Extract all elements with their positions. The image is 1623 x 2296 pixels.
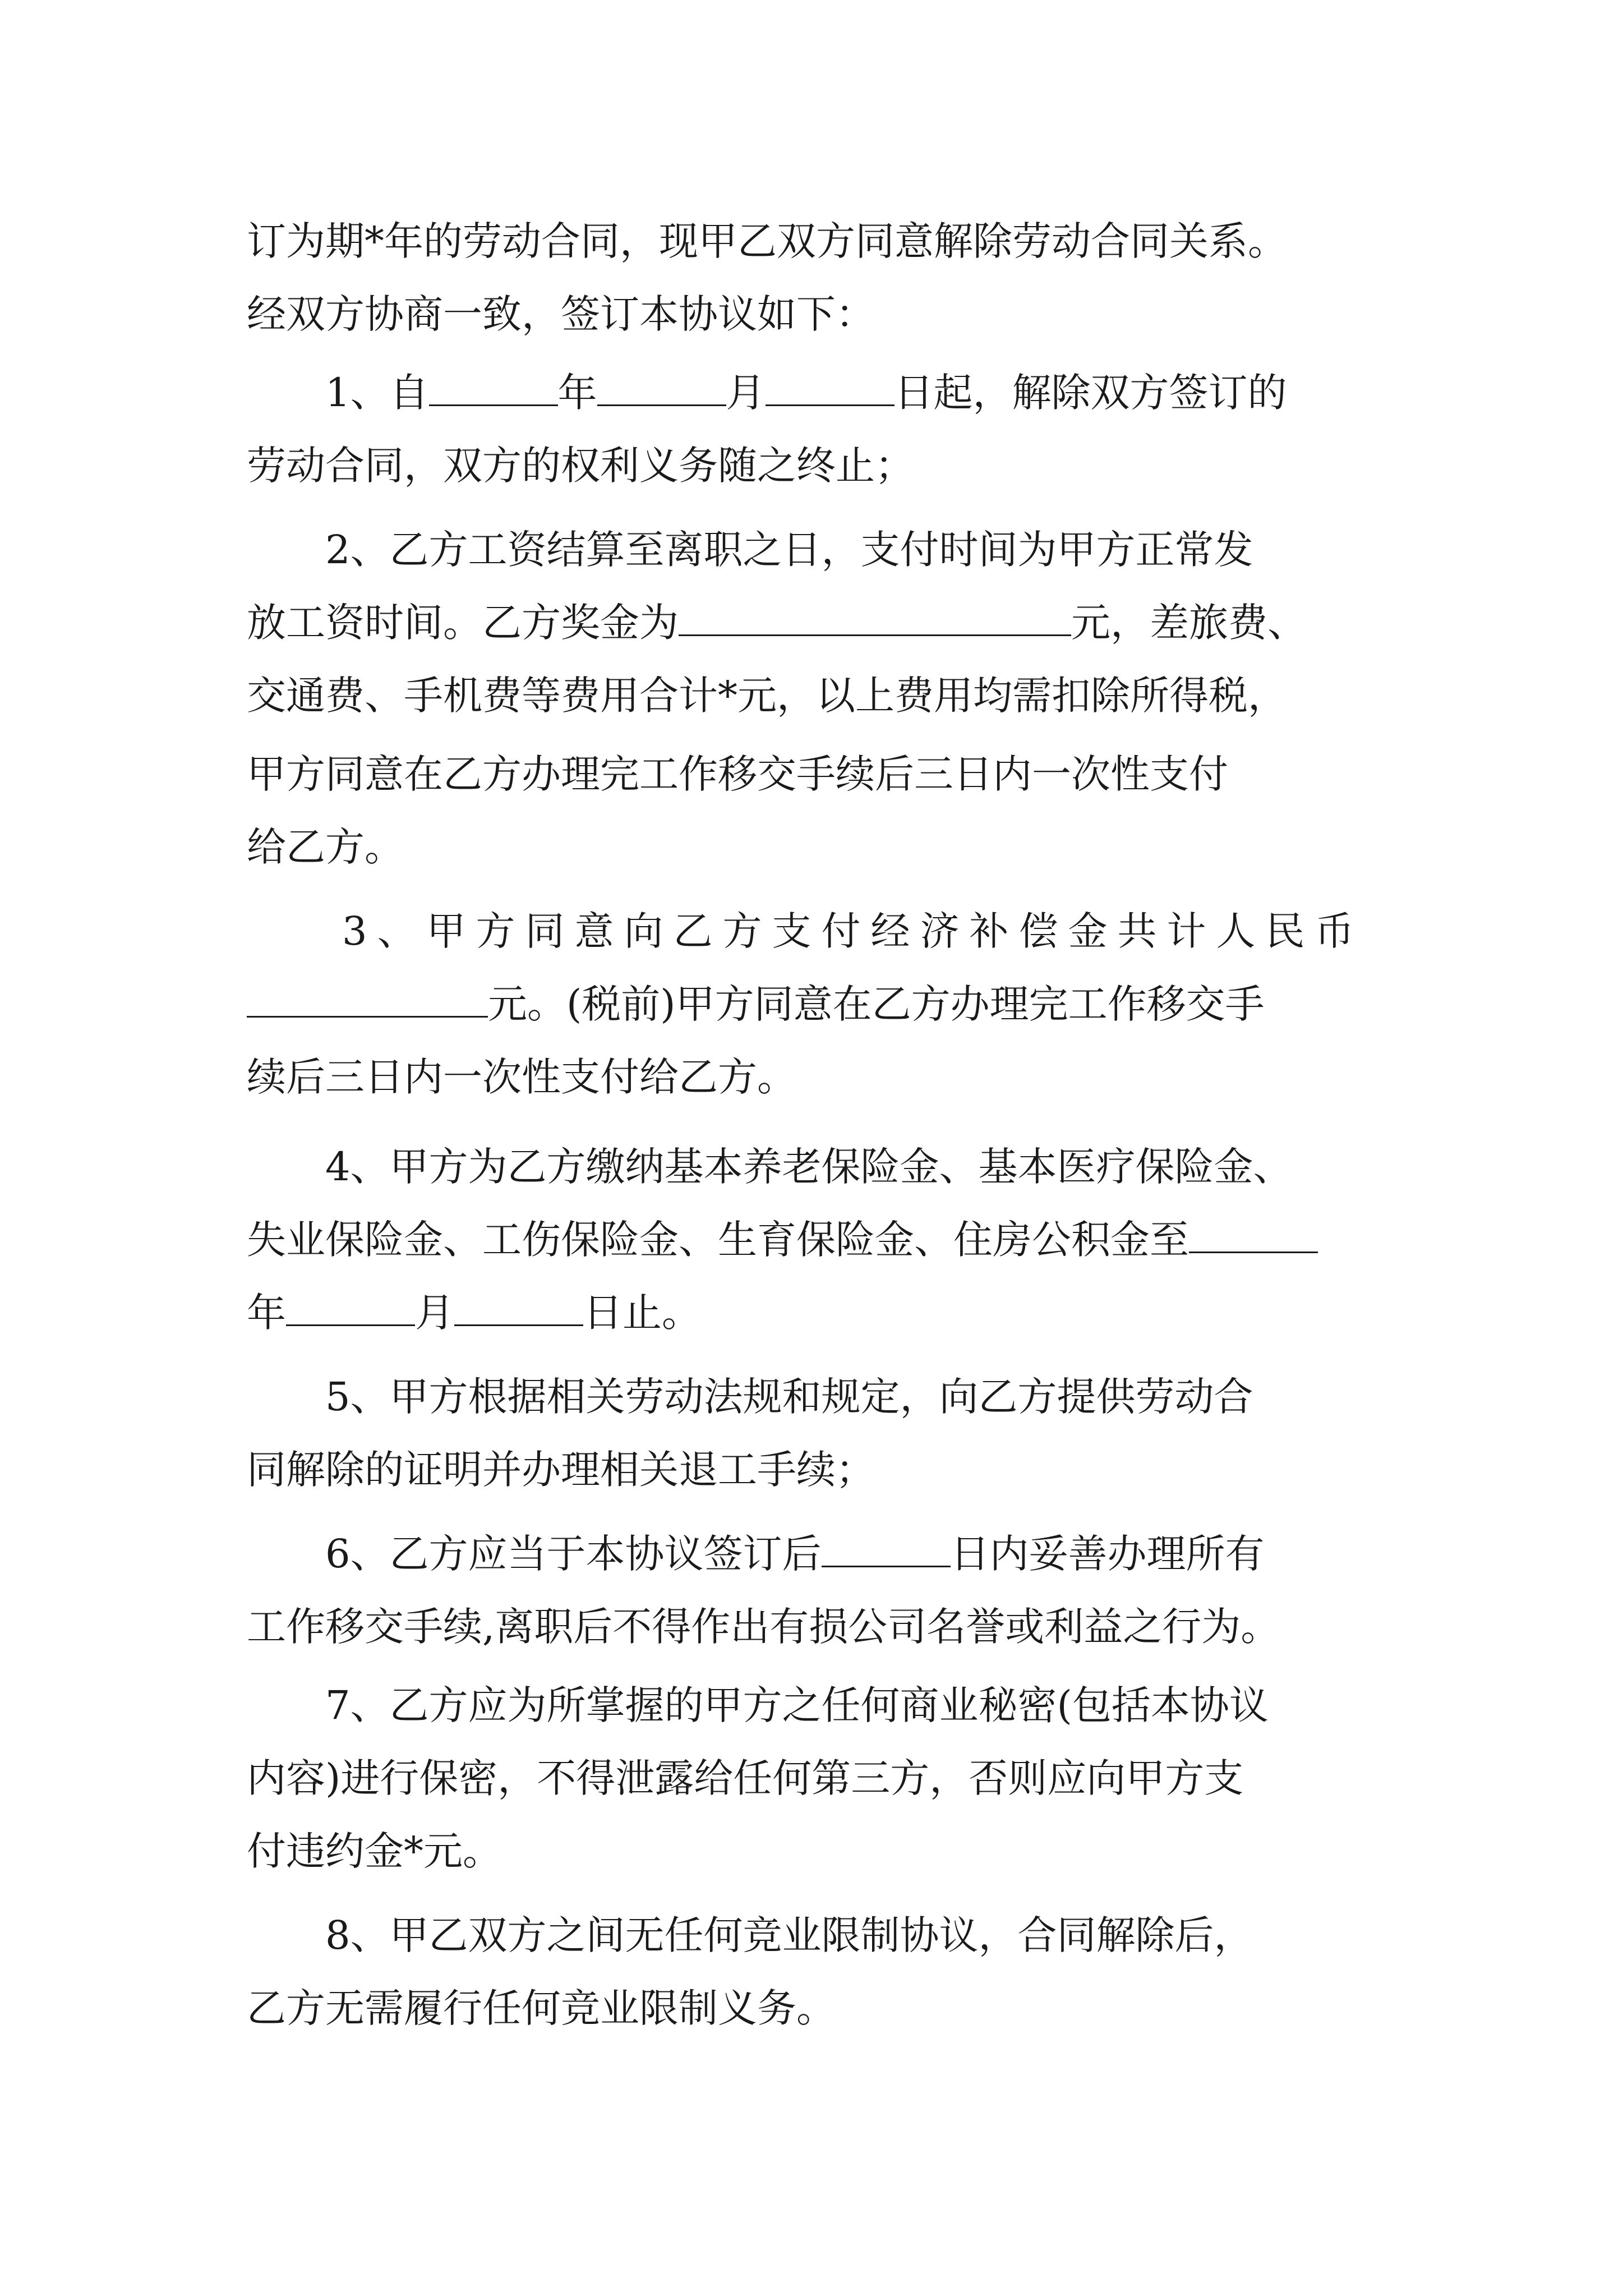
text-line: 订为期*年的劳动合同，现甲乙双方同意解除劳动合同关系。 bbox=[247, 218, 1287, 264]
clause-5-line: 5、甲方根据相关劳动法规和规定，向乙方提供劳动合 bbox=[325, 1374, 1253, 1420]
text-line: 给乙方。 bbox=[247, 824, 404, 870]
text-line: 放工资时间。乙方奖金为 元，差旅费、 bbox=[247, 600, 1307, 646]
text-line: 交通费、手机费等费用合计*元，以上费用均需扣除所得税， bbox=[247, 673, 1287, 719]
blank-field bbox=[286, 1290, 415, 1326]
text-line: 甲方同意在乙方办理完工作移交手续后三日内一次性支付 bbox=[247, 751, 1228, 797]
text-line: 同解除的证明并办理相关退工手续； bbox=[247, 1447, 875, 1493]
text-line: 经双方协商一致，签订本协议如下： bbox=[247, 291, 875, 337]
text-line: 续后三日内一次性支付给乙方。 bbox=[247, 1054, 796, 1100]
clause-2-line: 2、乙方工资结算至离职之日，支付时间为甲方正常发 bbox=[325, 527, 1253, 573]
text-line: 乙方无需履行任何竞业限制义务。 bbox=[247, 1985, 836, 2031]
text-line: 劳动合同，双方的权利义务随之终止； bbox=[247, 443, 914, 489]
clause-4-line: 4、甲方为乙方缴纳基本养老保险金、基本医疗保险金、 bbox=[325, 1144, 1293, 1190]
text-line: 付违约金*元。 bbox=[247, 1828, 502, 1874]
text-line: 内容)进行保密，不得泄露给任何第三方，否则应向甲方支 bbox=[247, 1755, 1244, 1801]
clause-1-line: 1、自 年 月 日起，解除双方签订的 bbox=[325, 370, 1287, 416]
blank-field bbox=[679, 600, 1071, 636]
text-line: 元。(税前)甲方同意在乙方办理完工作移交手 bbox=[247, 976, 1265, 1032]
clause-3-line: 3、甲方同意向乙方支付经济补偿金共计人民币 bbox=[342, 908, 1364, 954]
clause-8-line: 8、甲乙双方之间无任何竞业限制协议，合同解除后， bbox=[325, 1912, 1253, 1958]
blank-field bbox=[247, 981, 488, 1018]
blank-field bbox=[597, 370, 726, 406]
blank-field bbox=[766, 370, 895, 406]
blank-field bbox=[454, 1290, 583, 1326]
blank-field bbox=[822, 1531, 951, 1567]
clause-6-line: 6、乙方应当于本协议签订后 日内妥善办理所有 bbox=[325, 1531, 1265, 1577]
clause-7-line: 7、乙方应为所掌握的甲方之任何商业秘密(包括本协议 bbox=[325, 1682, 1269, 1728]
text-line: 失业保险金、工伤保险金、生育保险金、住房公积金至 bbox=[247, 1212, 1318, 1268]
text-line: 年 月 日止。 bbox=[247, 1290, 701, 1336]
blank-field bbox=[1189, 1217, 1318, 1253]
blank-field bbox=[429, 370, 558, 406]
text-line: 工作移交手续,离职后不得作出有损公司名誉或利益之行为。 bbox=[247, 1604, 1280, 1650]
